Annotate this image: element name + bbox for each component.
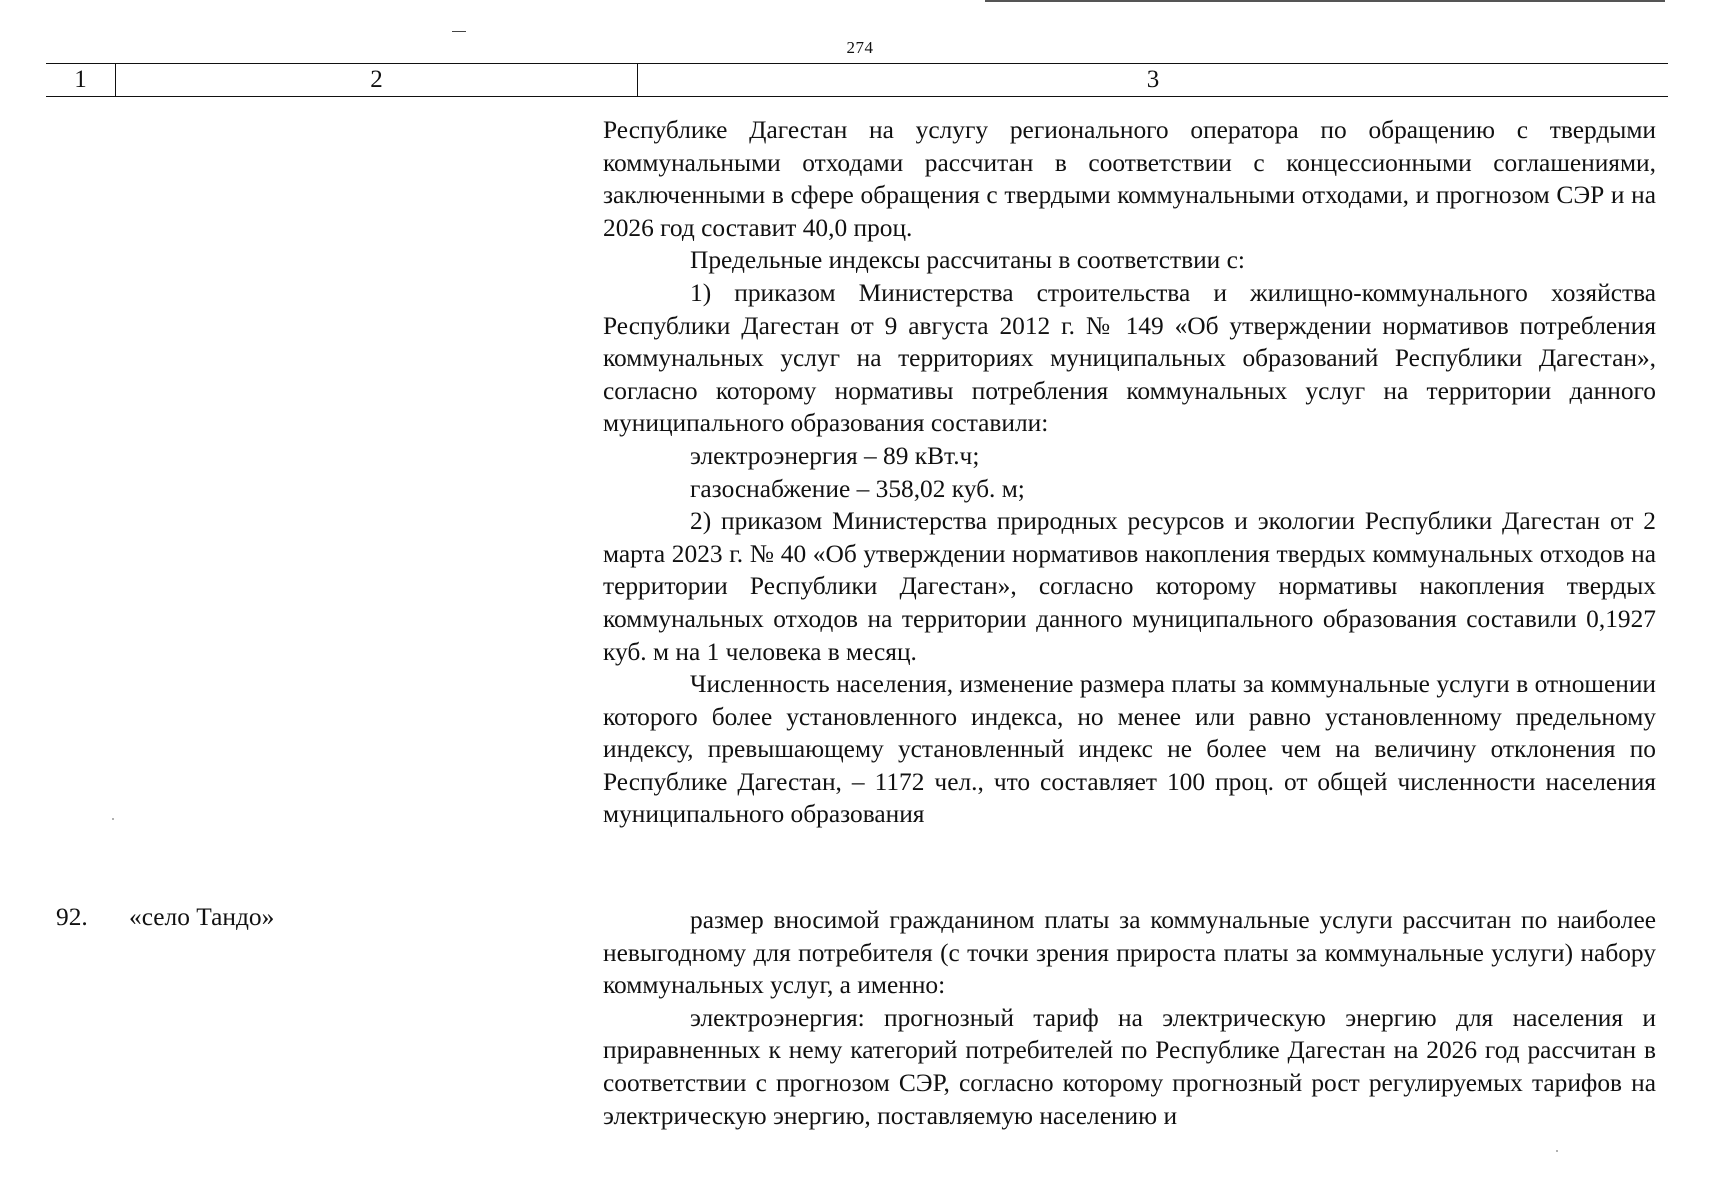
row-92-text-block xyxy=(603,904,1656,1132)
continued-text-block xyxy=(603,114,1656,831)
paragraph-indices-intro: Предельные индексы рассчитаны в соответствии с: xyxy=(690,246,1245,275)
scan-speck xyxy=(112,818,114,820)
column-header-3: 3 xyxy=(1146,66,1160,93)
municipality-name: «село Тандо» xyxy=(129,903,275,931)
paragraph-payment-size: размер вносимой гражданином платы за коммунальные услуги рассчитан по наиболее невыгодному для потребителя (с точки зрения прироста платы за коммунальные услуги) набору коммунальных услуг, а именно: xyxy=(603,906,1656,1000)
scan-edge-line xyxy=(985,0,1665,2)
stray-scan-mark xyxy=(452,31,466,32)
paragraph-population: Численность населения, изменение размера платы за коммунальные услуги в отношении которого более установленного индекса, но менее или равно установленному предельному индексу, превышающему установленный индекс не более чем на величину отклонения по Республике Дагестан, – 1172 чел., что составляет 100 проц. от общей численности населения муниципального образования xyxy=(603,670,1656,829)
paragraph-electricity-norm: электроэнергия – 89 кВт.ч; xyxy=(690,441,980,470)
column-header-1: 1 xyxy=(46,64,116,96)
paragraph-order-2: 2) приказом Министерства природных ресурсов и экологии Республики Дагестан от 2 марта 2023 г. № 40 «Об утверждении нормативов накопления твердых коммунальных отходов на территории Республики Дагестан», согласно которому нормативы накопления твердых коммунальных отходов на территории данного муниципального образования составили 0,1927 куб. м на 1 человека в месяц. xyxy=(603,507,1656,666)
paragraph-order-1: 1) приказом Министерства строительства и жилищно-коммунального хозяйства Республики Дагестан от 9 августа 2012 г. № 149 «Об утверждении нормативов потребления коммунальных услуг на территориях муниципальных образований Республики Дагестан», согласно которому нормативы потребления коммунальных услуг на территории данного муниципального образования составили: xyxy=(603,278,1656,438)
row-number: 92. xyxy=(56,903,88,931)
paragraph-gas-norm: газоснабжение – 358,02 куб. м; xyxy=(690,474,1025,503)
column-header-2: 2 xyxy=(116,64,638,96)
page-number: 274 xyxy=(846,38,874,57)
paragraph-electricity-tariff: электроэнергия: прогнозный тариф на электрическую энергию для населения и приравненных к нему категорий потребителей по Республике Дагестан на 2026 год рассчитан в соответствии с прогнозом СЭР, согласно которому прогнозный рост регулируемых тарифов на электрическую энергию, поставляемую населению и xyxy=(603,1003,1656,1130)
scan-speck xyxy=(1556,1150,1558,1152)
table-column-header xyxy=(46,63,1668,97)
paragraph-continued: Республике Дагестан на услугу регионального оператора по обращению с твердыми коммунальными отходами рассчитан в соответствии с концессионными соглашениями, заключенными в сфере обращения с твердыми коммунальными отходами, и прогнозом СЭР и на 2026 год составит 40,0 проц. xyxy=(603,116,1656,242)
